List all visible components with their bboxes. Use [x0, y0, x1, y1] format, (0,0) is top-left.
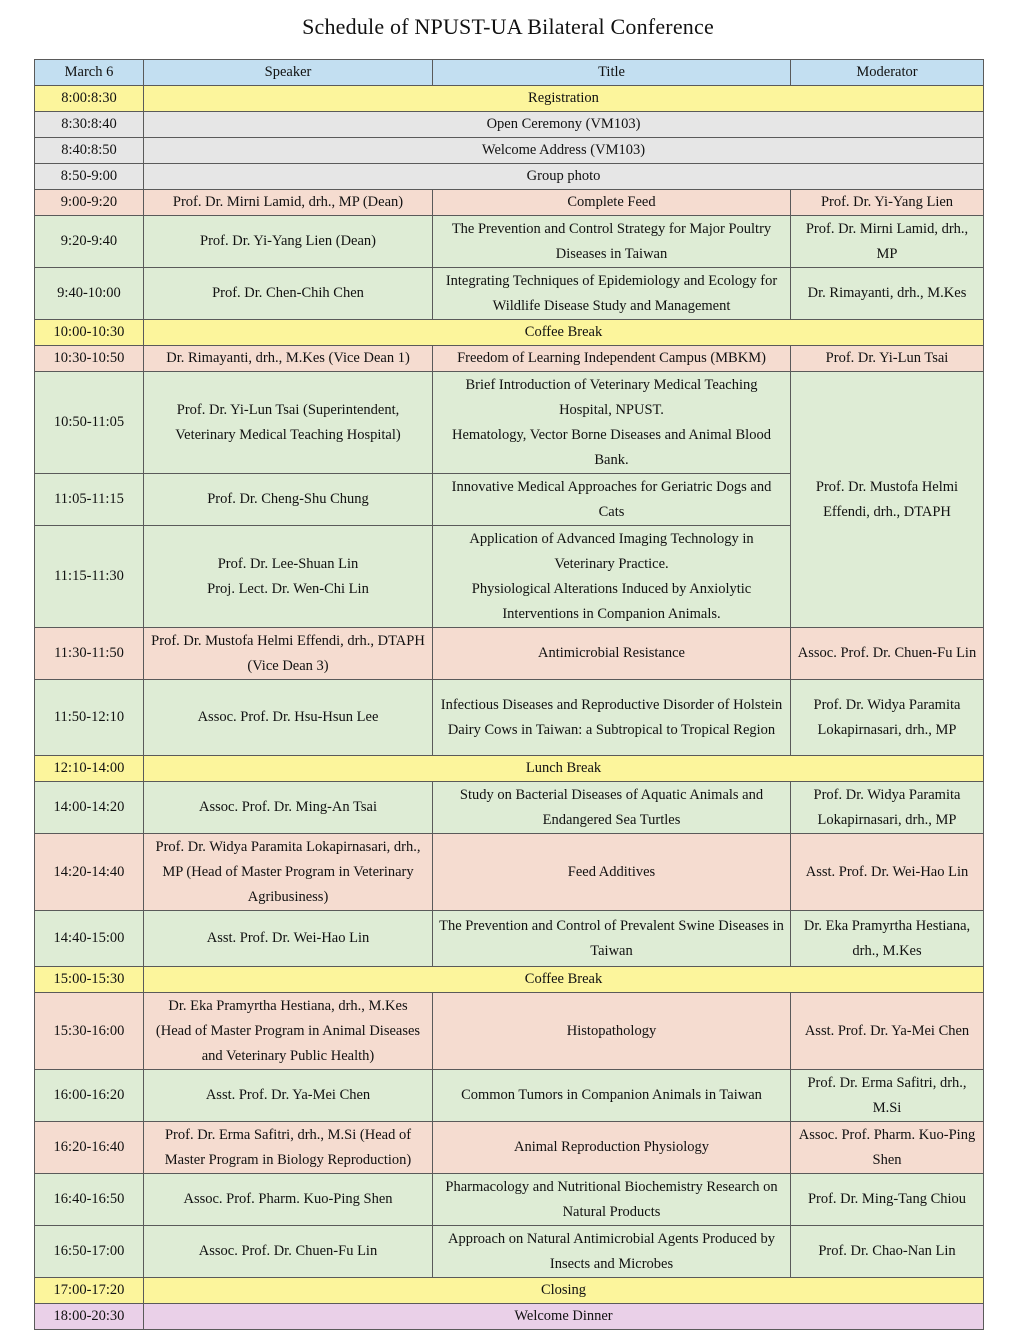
table-row	[35, 1278, 984, 1304]
title-cell: Innovative Medical Approaches for Geriatric Dogs and Cats	[433, 474, 791, 526]
title-cell: Antimicrobial Resistance	[433, 628, 791, 680]
table-row	[35, 782, 984, 834]
time-cell: 14:40-15:00	[35, 911, 144, 967]
table-row	[35, 164, 984, 190]
speaker-cell: Prof. Dr. Erma Safitri, drh., M.Si (Head of Master Program in Biology Reproduction)	[144, 1122, 433, 1174]
speaker-cell	[144, 526, 433, 628]
title-cell: Histopathology	[433, 993, 791, 1070]
title-cell: Study on Bacterial Diseases of Aquatic Animals and Endangered Sea Turtles	[433, 782, 791, 834]
table-row	[35, 834, 984, 911]
time-cell: 16:20-16:40	[35, 1122, 144, 1174]
table-header-row	[35, 60, 984, 86]
table-row	[35, 628, 984, 680]
time-cell: 11:15-11:30	[35, 526, 144, 628]
speaker-cell: Asst. Prof. Dr. Ya-Mei Chen	[144, 1070, 433, 1122]
title-cell	[433, 526, 791, 628]
event-cell: Welcome Address (VM103)	[144, 138, 984, 164]
title-cell	[433, 372, 791, 474]
moderator-cell: Assoc. Prof. Pharm. Kuo-Ping Shen	[791, 1122, 984, 1174]
title-cell: Infectious Diseases and Reproductive Disorder of Holstein Dairy Cows in Taiwan: a Subtropical to Tropical Region	[433, 680, 791, 756]
speaker-line: Prof. Dr. Lee-Shuan Lin	[217, 555, 359, 572]
time-cell: 16:00-16:20	[35, 1070, 144, 1122]
time-cell: 14:00-14:20	[35, 782, 144, 834]
page-title: Schedule of NPUST-UA Bilateral Conference	[302, 14, 714, 39]
title-cell: Approach on Natural Antimicrobial Agents Produced by Insects and Microbes	[433, 1226, 791, 1278]
time-cell: 10:50-11:05	[35, 372, 144, 474]
speaker-cell: Assoc. Prof. Dr. Hsu-Hsun Lee	[144, 680, 433, 756]
speaker-cell: Prof. Dr. Yi-Lun Tsai (Superintendent, Veterinary Medical Teaching Hospital)	[144, 372, 433, 474]
moderator-cell: Prof. Dr. Mustofa Helmi Effendi, drh., DTAPH	[791, 372, 984, 628]
table-row	[35, 320, 984, 346]
moderator-cell: Dr. Eka Pramyrtha Hestiana, drh., M.Kes	[791, 911, 984, 967]
schedule-table	[34, 59, 984, 1330]
moderator-cell: Prof. Dr. Mirni Lamid, drh., MP	[791, 216, 984, 268]
table-row	[35, 1226, 984, 1278]
time-cell: 10:30-10:50	[35, 346, 144, 372]
moderator-cell: Asst. Prof. Dr. Ya-Mei Chen	[791, 993, 984, 1070]
speaker-cell: Prof. Dr. Mirni Lamid, drh., MP (Dean)	[144, 190, 433, 216]
time-cell: 14:20-14:40	[35, 834, 144, 911]
speaker-cell: Assoc. Prof. Dr. Chuen-Fu Lin	[144, 1226, 433, 1278]
moderator-cell: Asst. Prof. Dr. Wei-Hao Lin	[791, 834, 984, 911]
table-row	[35, 138, 984, 164]
event-cell: Coffee Break	[144, 320, 984, 346]
event-cell: Group photo	[144, 164, 984, 190]
title-cell: The Prevention and Control Strategy for Major Poultry Diseases in Taiwan	[433, 216, 791, 268]
moderator-cell: Prof. Dr. Chao-Nan Lin	[791, 1226, 984, 1278]
header-moderator: Moderator	[791, 60, 984, 86]
table-row	[35, 756, 984, 782]
title-cell: Pharmacology and Nutritional Biochemistry Research on Natural Products	[433, 1174, 791, 1226]
time-cell: 11:05-11:15	[35, 474, 144, 526]
header-speaker: Speaker	[144, 60, 433, 86]
time-cell: 15:00-15:30	[35, 967, 144, 993]
speaker-cell: Prof. Dr. Yi-Yang Lien (Dean)	[144, 216, 433, 268]
time-cell: 8:40:8:50	[35, 138, 144, 164]
moderator-cell: Prof. Dr. Yi-Lun Tsai	[791, 346, 984, 372]
table-row	[35, 1174, 984, 1226]
moderator-cell: Prof. Dr. Widya Paramita Lokapirnasari, drh., MP	[791, 782, 984, 834]
title-cell: Complete Feed	[433, 190, 791, 216]
title-cell: Feed Additives	[433, 834, 791, 911]
speaker-cell: Prof. Dr. Cheng-Shu Chung	[144, 474, 433, 526]
speaker-cell: Assoc. Prof. Dr. Ming-An Tsai	[144, 782, 433, 834]
title-cell: The Prevention and Control of Prevalent Swine Diseases in Taiwan	[433, 911, 791, 967]
table-row	[35, 993, 984, 1070]
title-cell: Animal Reproduction Physiology	[433, 1122, 791, 1174]
header-title: Title	[433, 60, 791, 86]
event-cell: Coffee Break	[144, 967, 984, 993]
title-cell: Common Tumors in Companion Animals in Taiwan	[433, 1070, 791, 1122]
time-cell: 9:00-9:20	[35, 190, 144, 216]
event-cell: Closing	[144, 1278, 984, 1304]
table-row	[35, 112, 984, 138]
event-cell: Lunch Break	[144, 756, 984, 782]
table-row	[35, 1122, 984, 1174]
time-cell: 11:30-11:50	[35, 628, 144, 680]
speaker-cell: Asst. Prof. Dr. Wei-Hao Lin	[144, 911, 433, 967]
title-line: Hematology, Vector Borne Diseases and Animal Blood Bank.	[452, 426, 771, 468]
time-cell: 9:20-9:40	[35, 216, 144, 268]
moderator-cell: Prof. Dr. Yi-Yang Lien	[791, 190, 984, 216]
time-cell: 11:50-12:10	[35, 680, 144, 756]
title-line: Brief Introduction of Veterinary Medical Teaching Hospital, NPUST.	[465, 376, 758, 418]
table-row	[35, 190, 984, 216]
speaker-cell: Prof. Dr. Mustofa Helmi Effendi, drh., DTAPH (Vice Dean 3)	[144, 628, 433, 680]
speaker-cell: Assoc. Prof. Pharm. Kuo-Ping Shen	[144, 1174, 433, 1226]
time-cell: 15:30-16:00	[35, 993, 144, 1070]
speaker-cell: Prof. Dr. Widya Paramita Lokapirnasari, drh., MP (Head of Master Program in Veterinary Agribusiness)	[144, 834, 433, 911]
time-cell: 12:10-14:00	[35, 756, 144, 782]
time-cell: 8:30:8:40	[35, 112, 144, 138]
table-row	[35, 680, 984, 756]
time-cell: 8:00:8:30	[35, 86, 144, 112]
table-row	[35, 1304, 984, 1330]
table-row	[35, 346, 984, 372]
event-cell: Open Ceremony (VM103)	[144, 112, 984, 138]
moderator-cell: Assoc. Prof. Dr. Chuen-Fu Lin	[791, 628, 984, 680]
moderator-cell: Prof. Dr. Ming-Tang Chiou	[791, 1174, 984, 1226]
table-row	[35, 1070, 984, 1122]
time-cell: 10:00-10:30	[35, 320, 144, 346]
time-cell: 8:50-9:00	[35, 164, 144, 190]
moderator-cell: Dr. Rimayanti, drh., M.Kes	[791, 268, 984, 320]
speaker-cell: Dr. Rimayanti, drh., M.Kes (Vice Dean 1)	[144, 346, 433, 372]
speaker-cell: Dr. Eka Pramyrtha Hestiana, drh., M.Kes (Head of Master Program in Animal Diseases and Veterinary Public Health)	[144, 993, 433, 1070]
table-row	[35, 216, 984, 268]
header-date: March 6	[35, 60, 144, 86]
moderator-cell: Prof. Dr. Widya Paramita Lokapirnasari, drh., MP	[791, 680, 984, 756]
table-row	[35, 372, 984, 474]
speaker-cell: Prof. Dr. Chen-Chih Chen	[144, 268, 433, 320]
time-cell: 18:00-20:30	[35, 1304, 144, 1330]
moderator-cell: Prof. Dr. Erma Safitri, drh., M.Si	[791, 1070, 984, 1122]
speaker-line: Proj. Lect. Dr. Wen-Chi Lin	[207, 580, 369, 597]
time-cell: 16:40-16:50	[35, 1174, 144, 1226]
event-cell: Registration	[144, 86, 984, 112]
table-row	[35, 86, 984, 112]
table-row	[35, 911, 984, 967]
title-line: Physiological Alterations Induced by Anxiolytic Interventions in Companion Animals.	[471, 580, 752, 622]
time-cell: 16:50-17:00	[35, 1226, 144, 1278]
title-line: Application of Advanced Imaging Technology in Veterinary Practice.	[469, 530, 754, 572]
table-row	[35, 268, 984, 320]
table-row	[35, 967, 984, 993]
title-cell: Integrating Techniques of Epidemiology and Ecology for Wildlife Disease Study and Management	[433, 268, 791, 320]
time-cell: 9:40-10:00	[35, 268, 144, 320]
time-cell: 17:00-17:20	[35, 1278, 144, 1304]
event-cell: Welcome Dinner	[144, 1304, 984, 1330]
title-cell: Freedom of Learning Independent Campus (MBKM)	[433, 346, 791, 372]
